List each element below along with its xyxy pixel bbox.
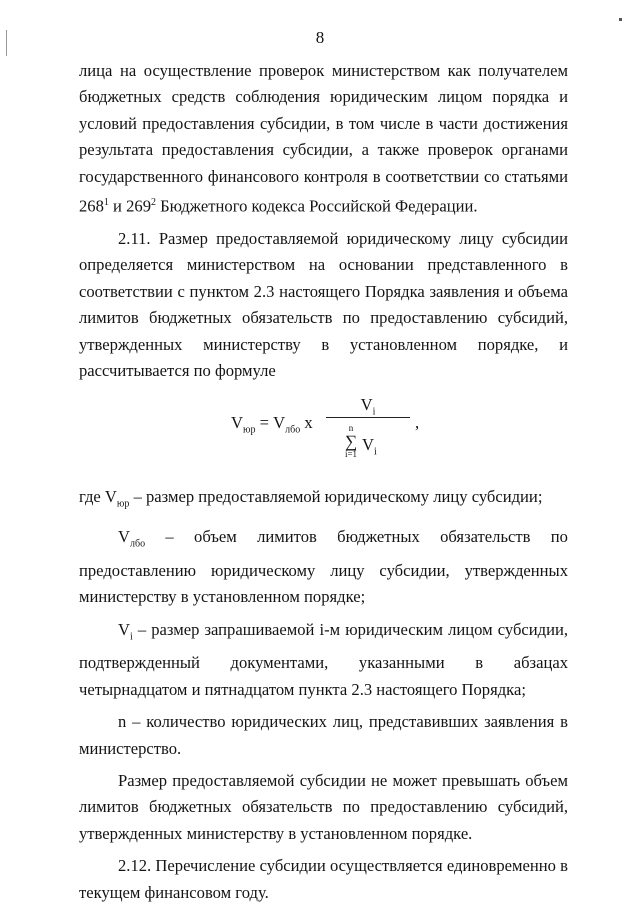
definition-symbol: где V — [79, 487, 117, 507]
formula-equals: = V — [259, 413, 286, 433]
fraction-bar — [326, 417, 410, 418]
subsidy-formula — [79, 394, 568, 474]
article-superscript: 1 — [103, 197, 109, 209]
formula-denominator — [326, 420, 410, 464]
formula-subscript: юр — [242, 424, 256, 436]
scan-dot — [619, 18, 622, 21]
formula-term — [362, 432, 377, 466]
sigma-symbol: ∑ — [344, 432, 358, 452]
formula-subscript: i — [372, 406, 376, 418]
sum-operator — [344, 424, 358, 459]
paragraph-continuation — [79, 58, 568, 220]
document-body — [79, 58, 568, 906]
definition-n: n – количество юридических лиц, представивших заявления в министерство. — [79, 712, 568, 758]
formula-fraction — [326, 394, 410, 464]
formula-times: x — [304, 413, 313, 433]
formula-symbol: V — [360, 395, 373, 415]
formula-subscript: i — [373, 446, 377, 458]
definition-text: – объем лимитов бюджетных обязательств по предоставлению юридическому лицу субсидии, утвержденных министерству в установленном порядке; — [79, 527, 568, 607]
formula-symbol: V — [362, 435, 374, 455]
sum-upper-limit: n — [348, 423, 354, 434]
definition-subscript: i — [129, 630, 133, 642]
formula-numerator — [326, 394, 410, 416]
definition-text: – размер запрашиваемой i-м юридическим лицом субсидии, подтвержденный документами, указанными в абзацах четырнадцатом и пятнадцатом пункта 2.3 настоящего Порядка; — [79, 619, 568, 699]
formula-subscript: лбо — [285, 424, 301, 436]
paragraph-text: Бюджетного кодекса Российской Федерации. — [160, 196, 478, 216]
definition-v-yur — [79, 484, 568, 518]
definition-subscript: юр — [116, 498, 130, 510]
clause-2-11: 2.11. Размер предоставляемой юридическому лицу субсидии определяется министерством на основании представленного в соответствии с пунктом 2.3 настоящего Порядка заявления и объема лимитов бюджетных обязательств по предоставлению субсидий, утвержденных министерству в установленном порядке, и рассчитывается по формуле — [79, 228, 568, 380]
definition-symbol: V — [118, 619, 130, 639]
conjunction: и — [113, 196, 122, 216]
subsidy-limit-paragraph: Размер предоставляемой субсидии не может превышать объем лимитов бюджетных обязательств по предоставлению субсидий, утвержденных министерству в установленном порядке. — [79, 771, 568, 843]
clause-2-12: 2.12. Перечисление субсидии осуществляется единовременно в текущем финансовом году. — [79, 856, 568, 902]
definition-symbol: V — [118, 527, 130, 547]
article-number: 268 — [79, 196, 104, 216]
definition-v-i — [79, 617, 568, 704]
definition-text: – размер предоставляемой юридическому лицу субсидии; — [133, 487, 543, 507]
sum-lower-limit: i=1 — [344, 449, 358, 460]
definition-subscript: лбо — [129, 538, 146, 550]
formula-comma: , — [415, 413, 420, 433]
article-superscript: 2 — [150, 197, 156, 209]
article-number: 269 — [126, 196, 151, 216]
formula-symbol: V — [231, 413, 243, 433]
definition-v-lbo — [79, 524, 568, 611]
formula-lhs — [231, 410, 313, 444]
paragraph-text: лица на осуществление проверок министерством как получателем бюджетных средств соблюдения юридическим лицом порядка и условий предоставления субсидии, в том числе в части достижения результата предоставления субсидии, а также проверок органами государственного финансового контроля в соответствии со статьями — [79, 61, 568, 186]
page-number: 8 — [315, 28, 325, 47]
